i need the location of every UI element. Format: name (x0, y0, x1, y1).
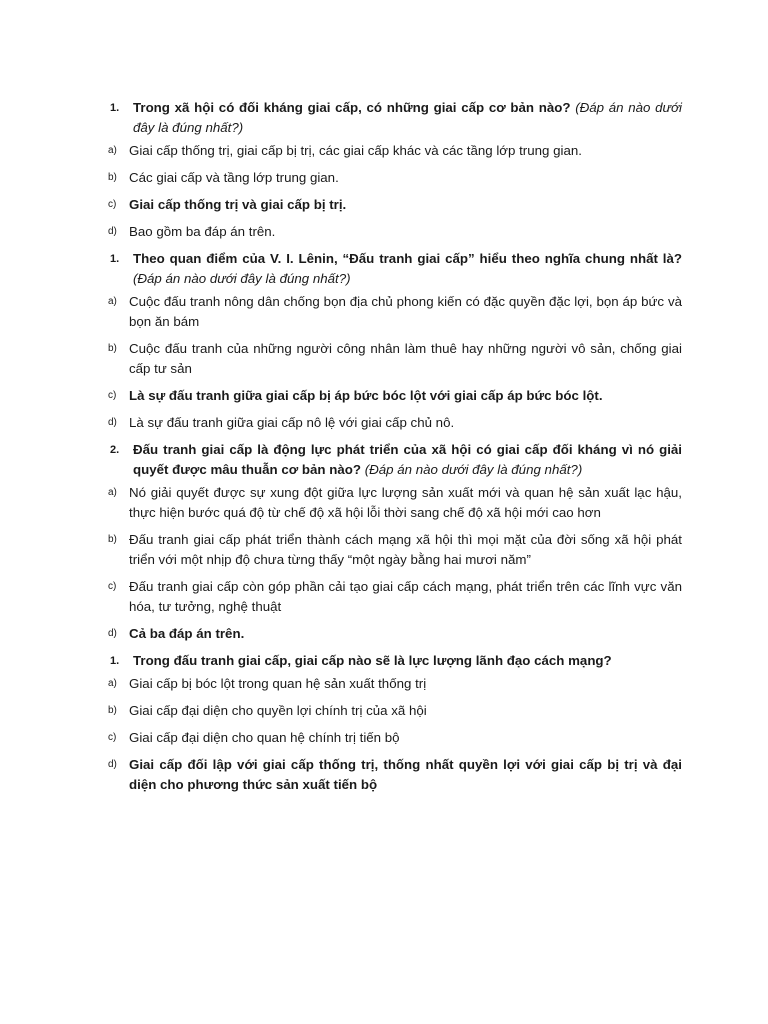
question (0, 651, 768, 671)
answer-text: Đấu tranh giai cấp còn góp phần cải tạo giai cấp cách mạng, phát triển trên các lĩnh vực văn hóa, tư tưởng, nghệ thuật (129, 579, 682, 614)
question-block (0, 651, 768, 795)
answer-text: Là sự đấu tranh giữa giai cấp bị áp bức bóc lột với giai cấp áp bức bóc lột. (129, 388, 603, 403)
question-text: Trong xã hội có đối kháng giai cấp, có những giai cấp cơ bản nào? (133, 100, 571, 115)
answer-option-correct (0, 755, 768, 795)
answer-text: Giai cấp thống trị và giai cấp bị trị. (129, 197, 347, 212)
answer-option (0, 483, 768, 523)
answer-text: Giai cấp thống trị, giai cấp bị trị, các giai cấp khác và các tầng lớp trung gian. (129, 143, 582, 158)
answer-text: Các giai cấp và tầng lớp trung gian. (129, 170, 339, 185)
answer-label: c) (108, 581, 117, 592)
question (0, 98, 768, 138)
answer-option (0, 222, 768, 242)
answer-text: Cuộc đấu tranh của những người công nhân làm thuê hay những người vô sản, chống giai cấp tư sản (129, 341, 682, 376)
answer-option (0, 701, 768, 721)
answer-label: d) (108, 628, 117, 639)
question (0, 440, 768, 480)
question-number: 1. (110, 655, 120, 667)
question-text: Trong đấu tranh giai cấp, giai cấp nào sẽ là lực lượng lãnh đạo cách mạng? (133, 653, 612, 668)
answer-label: a) (108, 145, 117, 156)
answer-option (0, 530, 768, 570)
answer-label: b) (108, 705, 117, 716)
answer-text: Đấu tranh giai cấp phát triển thành cách mạng xã hội thì mọi mặt của đời sống xã hội phát triển với một nhịp độ chưa từng thấy “một ngày bằng hai mươi năm” (129, 532, 682, 567)
answer-label: b) (108, 343, 117, 354)
answer-label: b) (108, 172, 117, 183)
answer-label: c) (108, 732, 117, 743)
answer-option (0, 413, 768, 433)
answer-option (0, 141, 768, 161)
answer-option (0, 339, 768, 379)
answer-label: c) (108, 199, 117, 210)
answer-option (0, 577, 768, 617)
question-hint: (Đáp án nào dưới đây là đúng nhất?) (364, 462, 583, 477)
answer-text: Giai cấp đại diện cho quan hệ chính trị tiến bộ (129, 730, 400, 745)
question (0, 249, 768, 289)
answer-label: a) (108, 487, 117, 498)
question-text: Đấu tranh giai cấp là động lực phát triển của xã hội có giai cấp đối kháng vì nó giải quyết được mâu thuẫn cơ bản nào? (133, 442, 682, 477)
answer-option-correct (0, 195, 768, 215)
answer-text: Giai cấp đối lập với giai cấp thống trị, thống nhất quyền lợi với giai cấp bị trị và đại diện cho phương thức sản xuất tiến bộ (129, 757, 682, 792)
answer-label: d) (108, 759, 117, 770)
question-hint: (Đáp án nào dưới đây là đúng nhất?) (133, 100, 682, 135)
answer-label: a) (108, 296, 117, 307)
question-number: 2. (110, 444, 120, 456)
answer-option (0, 674, 768, 694)
question-block (0, 98, 768, 242)
answer-option (0, 292, 768, 332)
question-block (0, 440, 768, 644)
answer-label: b) (108, 534, 117, 545)
question-text: Theo quan điểm của V. I. Lênin, “Đấu tranh giai cấp” hiểu theo nghĩa chung nhất là? (133, 251, 682, 266)
answer-text: Là sự đấu tranh giữa giai cấp nô lệ với giai cấp chủ nô. (129, 415, 455, 430)
answer-text: Nó giải quyết được sự xung đột giữa lực lượng sản xuất mới và quan hệ sản xuất lạc hậu, thực hiện bước quá độ từ chế độ xã hội lỗi thời sang chế độ xã hội mới cao hơn (129, 485, 682, 520)
question-hint: (Đáp án nào dưới đây là đúng nhất?) (133, 271, 351, 286)
answer-text: Cuộc đấu tranh nông dân chống bọn địa chủ phong kiến có đặc quyền đặc lợi, bọn áp bức và bọn ăn bám (129, 294, 682, 329)
answer-text: Bao gồm ba đáp án trên. (129, 224, 276, 239)
answer-option (0, 168, 768, 188)
answer-option (0, 728, 768, 748)
answer-text: Cả ba đáp án trên. (129, 626, 245, 641)
question-number: 1. (110, 102, 120, 114)
quiz-content (0, 98, 768, 802)
answer-label: a) (108, 678, 117, 689)
answer-option-correct (0, 386, 768, 406)
answer-text: Giai cấp đại diện cho quyền lợi chính trị của xã hội (129, 703, 427, 718)
answer-text: Giai cấp bị bóc lột trong quan hệ sản xuất thống trị (129, 676, 427, 691)
answer-label: c) (108, 390, 117, 401)
answer-label: d) (108, 226, 117, 237)
answer-option-correct (0, 624, 768, 644)
answer-label: d) (108, 417, 117, 428)
question-number: 1. (110, 253, 120, 265)
question-block (0, 249, 768, 433)
